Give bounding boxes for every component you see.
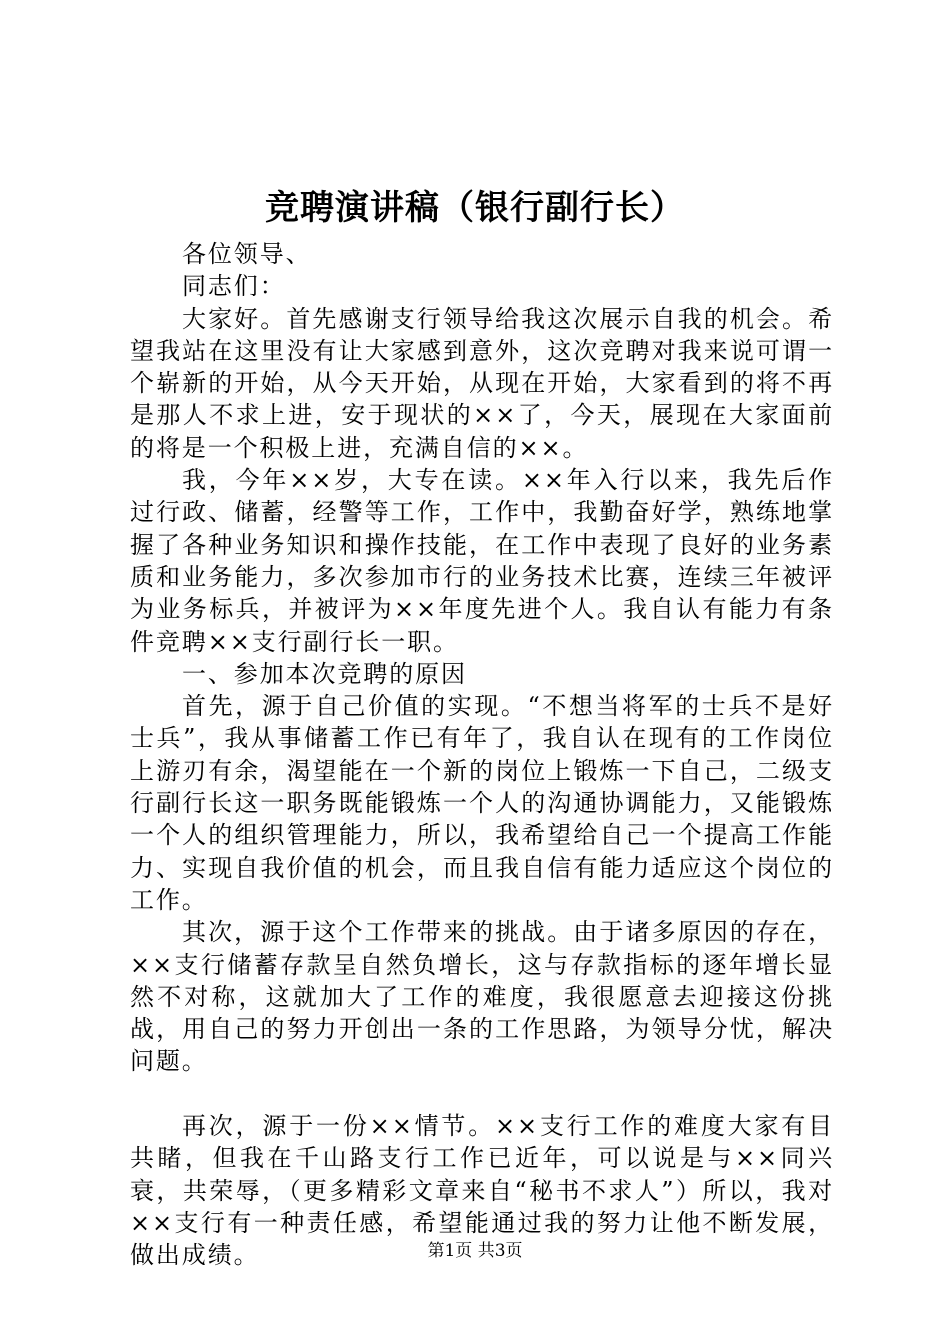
paragraph-reason-first: 首先，源于自己价值的实现。“不想当将军的士兵不是好士兵”，我从事储蓄工作已有年了，我自认在现有的工作岗位上游刃有余，渴望能在一个新的岗位上锻炼一下自己，二级支行副行长这一职务既能锻炼一个人的沟通协调能力，又能锻炼一个人的组织管理能力，所以，我希望给自己一个提高工作能力、实现自我价值的机会，而且我自信有能力适应这个岗位的工作。: [130, 692, 834, 914]
paragraph-reason-second: 其次，源于这个工作带来的挑战。由于诸多原因的存在，××支行储蓄存款呈自然负增长，这与存款指标的逐年增长显然不对称，这就加大了工作的难度，我很愿意去迎接这份挑战，用自己的努力开创出一条的工作思路，为领导分忧，解决问题。: [130, 918, 834, 1076]
section-heading: 一、参加本次竞聘的原因: [182, 659, 467, 688]
paragraph-greeting: 大家好。首先感谢支行领导给我这次展示自我的机会。希望我站在这里没有让大家感到意外，这次竞聘对我来说可谓一个崭新的开始，从今天开始，从现在开始，大家看到的将不再是那人不求上进，安于现状的××了，今天，展现在大家面前的将是一个积极上进，充满自信的××。: [130, 304, 834, 462]
paragraph-reason-third: 再次，源于一份××情节。××支行工作的难度大家有目共睹，但我在千山路支行工作已近年，可以说是与××同兴衰，共荣辱，（更多精彩文章来自“秘书不求人”）所以，我对××支行有一种责任感，希望能通过我的努力让他不断发展，做出成绩。: [130, 1112, 834, 1270]
document-body: [130, 238, 834, 1272]
page-number-footer: 第1页 共3页: [427, 1241, 523, 1261]
document-title: 竞聘演讲稿（银行副行长）: [265, 188, 685, 228]
paragraph-self-introduction: 我，今年××岁，大专在读。××年入行以来，我先后作过行政、储蓄，经警等工作，工作中，我勤奋好学，熟练地掌握了各种业务知识和操作技能，在工作中表现了良好的业务素质和业务能力，多次参加市行的业务技术比赛，连续三年被评为业务标兵，并被评为××年度先进个人。我自认有能力有条件竞聘××支行副行长一职。: [130, 466, 834, 656]
salutation-line-1: 各位领导、: [182, 240, 312, 268]
salutation-line-2: 同志们：: [182, 272, 286, 301]
